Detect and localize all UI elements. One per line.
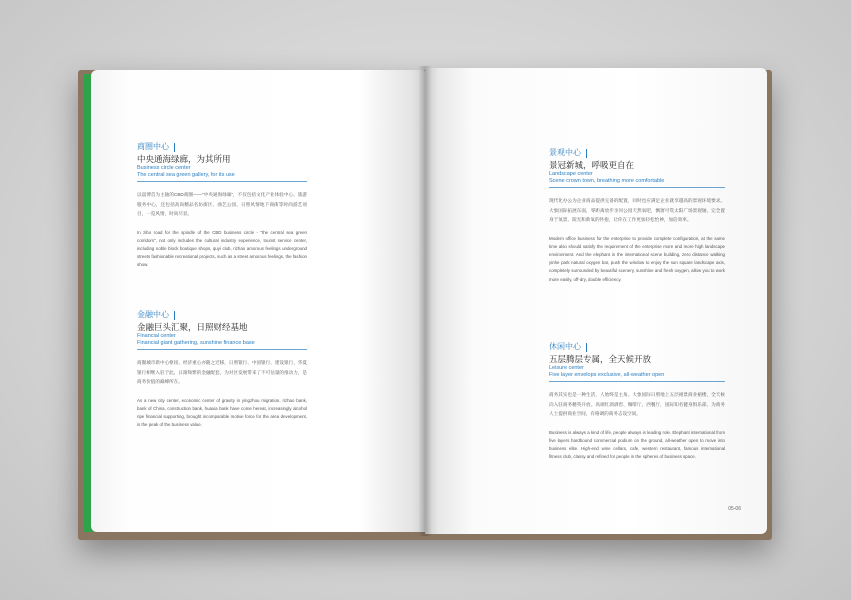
heading-divider [174,311,175,320]
section-business-circle [137,142,307,270]
heading-text: 商圈中心 [137,142,169,151]
section-body-en: As a new city center, economic center of gravity in yingzhou migration, rizhao bank, bank of China, construction bank, huaxia bank have come hereat, increasingly alcohol ripe financial supporting, brought incomparable motive force for the area development, is the peak of the business value. [137,397,307,428]
section-heading [137,142,307,152]
section-subtitle-en: Five layer envelops exclusive, all-weather open [549,372,665,378]
section-rule [549,187,725,188]
section-body-en: Modern office business for the enterprise to provide complete configuration, at the same time also should satisfy the requirement of the enterprise more and more high landscape environment. And the elephant in the international scene building, zero distance walking yinhe park natural oxygen bar, push the window to enjoy the sun square landscape axis, completely surrounded by beautiful scenery, sunshine and fresh oxygen, allow you to work more easily, off-dry, double efficiency. [549,235,725,282]
section-title-en: Leisure center [549,365,584,371]
section-landscape-center [549,148,725,284]
section-heading [549,342,725,352]
section-title-en: Financial center [137,333,176,339]
section-heading [549,148,725,158]
heading-divider [586,343,587,352]
heading-text: 景观中心 [549,148,581,157]
section-subtitle-cn: 金融巨头汇聚，日照财经基地 [137,322,248,332]
section-subtitle-en: Scene crown town, breathing more comfortable [549,178,665,184]
section-subtitle-en: Financial giant gathering, sunshine finance base [137,340,255,346]
section-rule [137,349,307,350]
right-page [425,68,767,534]
section-body-en: Business is always a kind of life, people always is leading role. Elephant international from five layers hardbound commercial podium on the ground, all-weather open to move into business elite. High-end wine cellars, cafe, western restaurant, famous international fitness club, classy and refined for people in the spheres of business space. [549,429,725,460]
section-leisure-center [549,342,725,461]
section-body-cn: 以淄博首为主轴的CBD商圈——“中央通海绿廊”，不仅包括文化产业体验中心、旅游服务中心，还包括高尚精品名坊街区、曲艺公园、日照风情地下商街等时尚游艺项目，一览风情，时尚尽显。 [137,192,307,216]
section-financial-center [137,310,307,429]
section-heading [137,310,307,320]
heading-text: 金融中心 [137,310,169,319]
left-page [91,70,425,532]
heading-divider [174,143,175,152]
section-body-cn: 商务其实也是一种生活，人始终是主角。大象国际日照地上五层裙景商业裙楼，全天候向入驻商务精英开放。高端红酒酒窖、咖啡厅、西餐厅，国际知名健身俱乐部，为商务人士提供商业空间，有格调的商务志设空间。 [549,392,725,416]
heading-divider [586,149,587,158]
section-subtitle-en: The central sea green gallery, for its use [137,172,235,178]
section-body-cn: 商圈城市新中心枢纽，经济重心亦随之迁移，日照银行、中国银行、建设银行、华夏银行相继入驻于此，日渐频繁的金融配套，为对区发展带来了不可估量的推动力，是商务价值的巅峰所在。 [137,360,307,384]
section-body-en: In zibo road for the spindle of the CBD business circle - "the central sea green corridors", not only includes the cultural industry experience, tourist service center, including noble block boutique shops, quyi club, rizhao amorous feelings underground streets fashionable recreational projects, such as a street amorous feelings, the fashion show. [137,229,307,268]
section-rule [137,181,307,182]
book-gutter-shadow [418,66,432,536]
section-title-en: Landscape center [549,171,593,177]
section-rule [549,381,725,382]
section-title-en: Business circle center [137,165,191,171]
section-subtitle-cn: 五层腾层专属，全天候开放 [549,354,652,364]
heading-text: 休闲中心 [549,342,581,351]
section-body-cn: 现代化办公为企业商品提供完备的配置，同时也应满足企业就享越高的景观环境要求。大象国际拓展东面，零距离放步亲河公园天然氧吧，飘窗可赏太阳广场景观轴，完全置身于氧景，阳光和新氧的怀抱，让你在工作更加轻松怡神，加倍效率。 [549,198,725,222]
section-subtitle-cn: 中央通海绿廊，为其所用 [137,154,231,164]
page-number: 05-06 [728,506,741,512]
section-subtitle-cn: 景冠新城，呼吸更自在 [549,160,635,170]
